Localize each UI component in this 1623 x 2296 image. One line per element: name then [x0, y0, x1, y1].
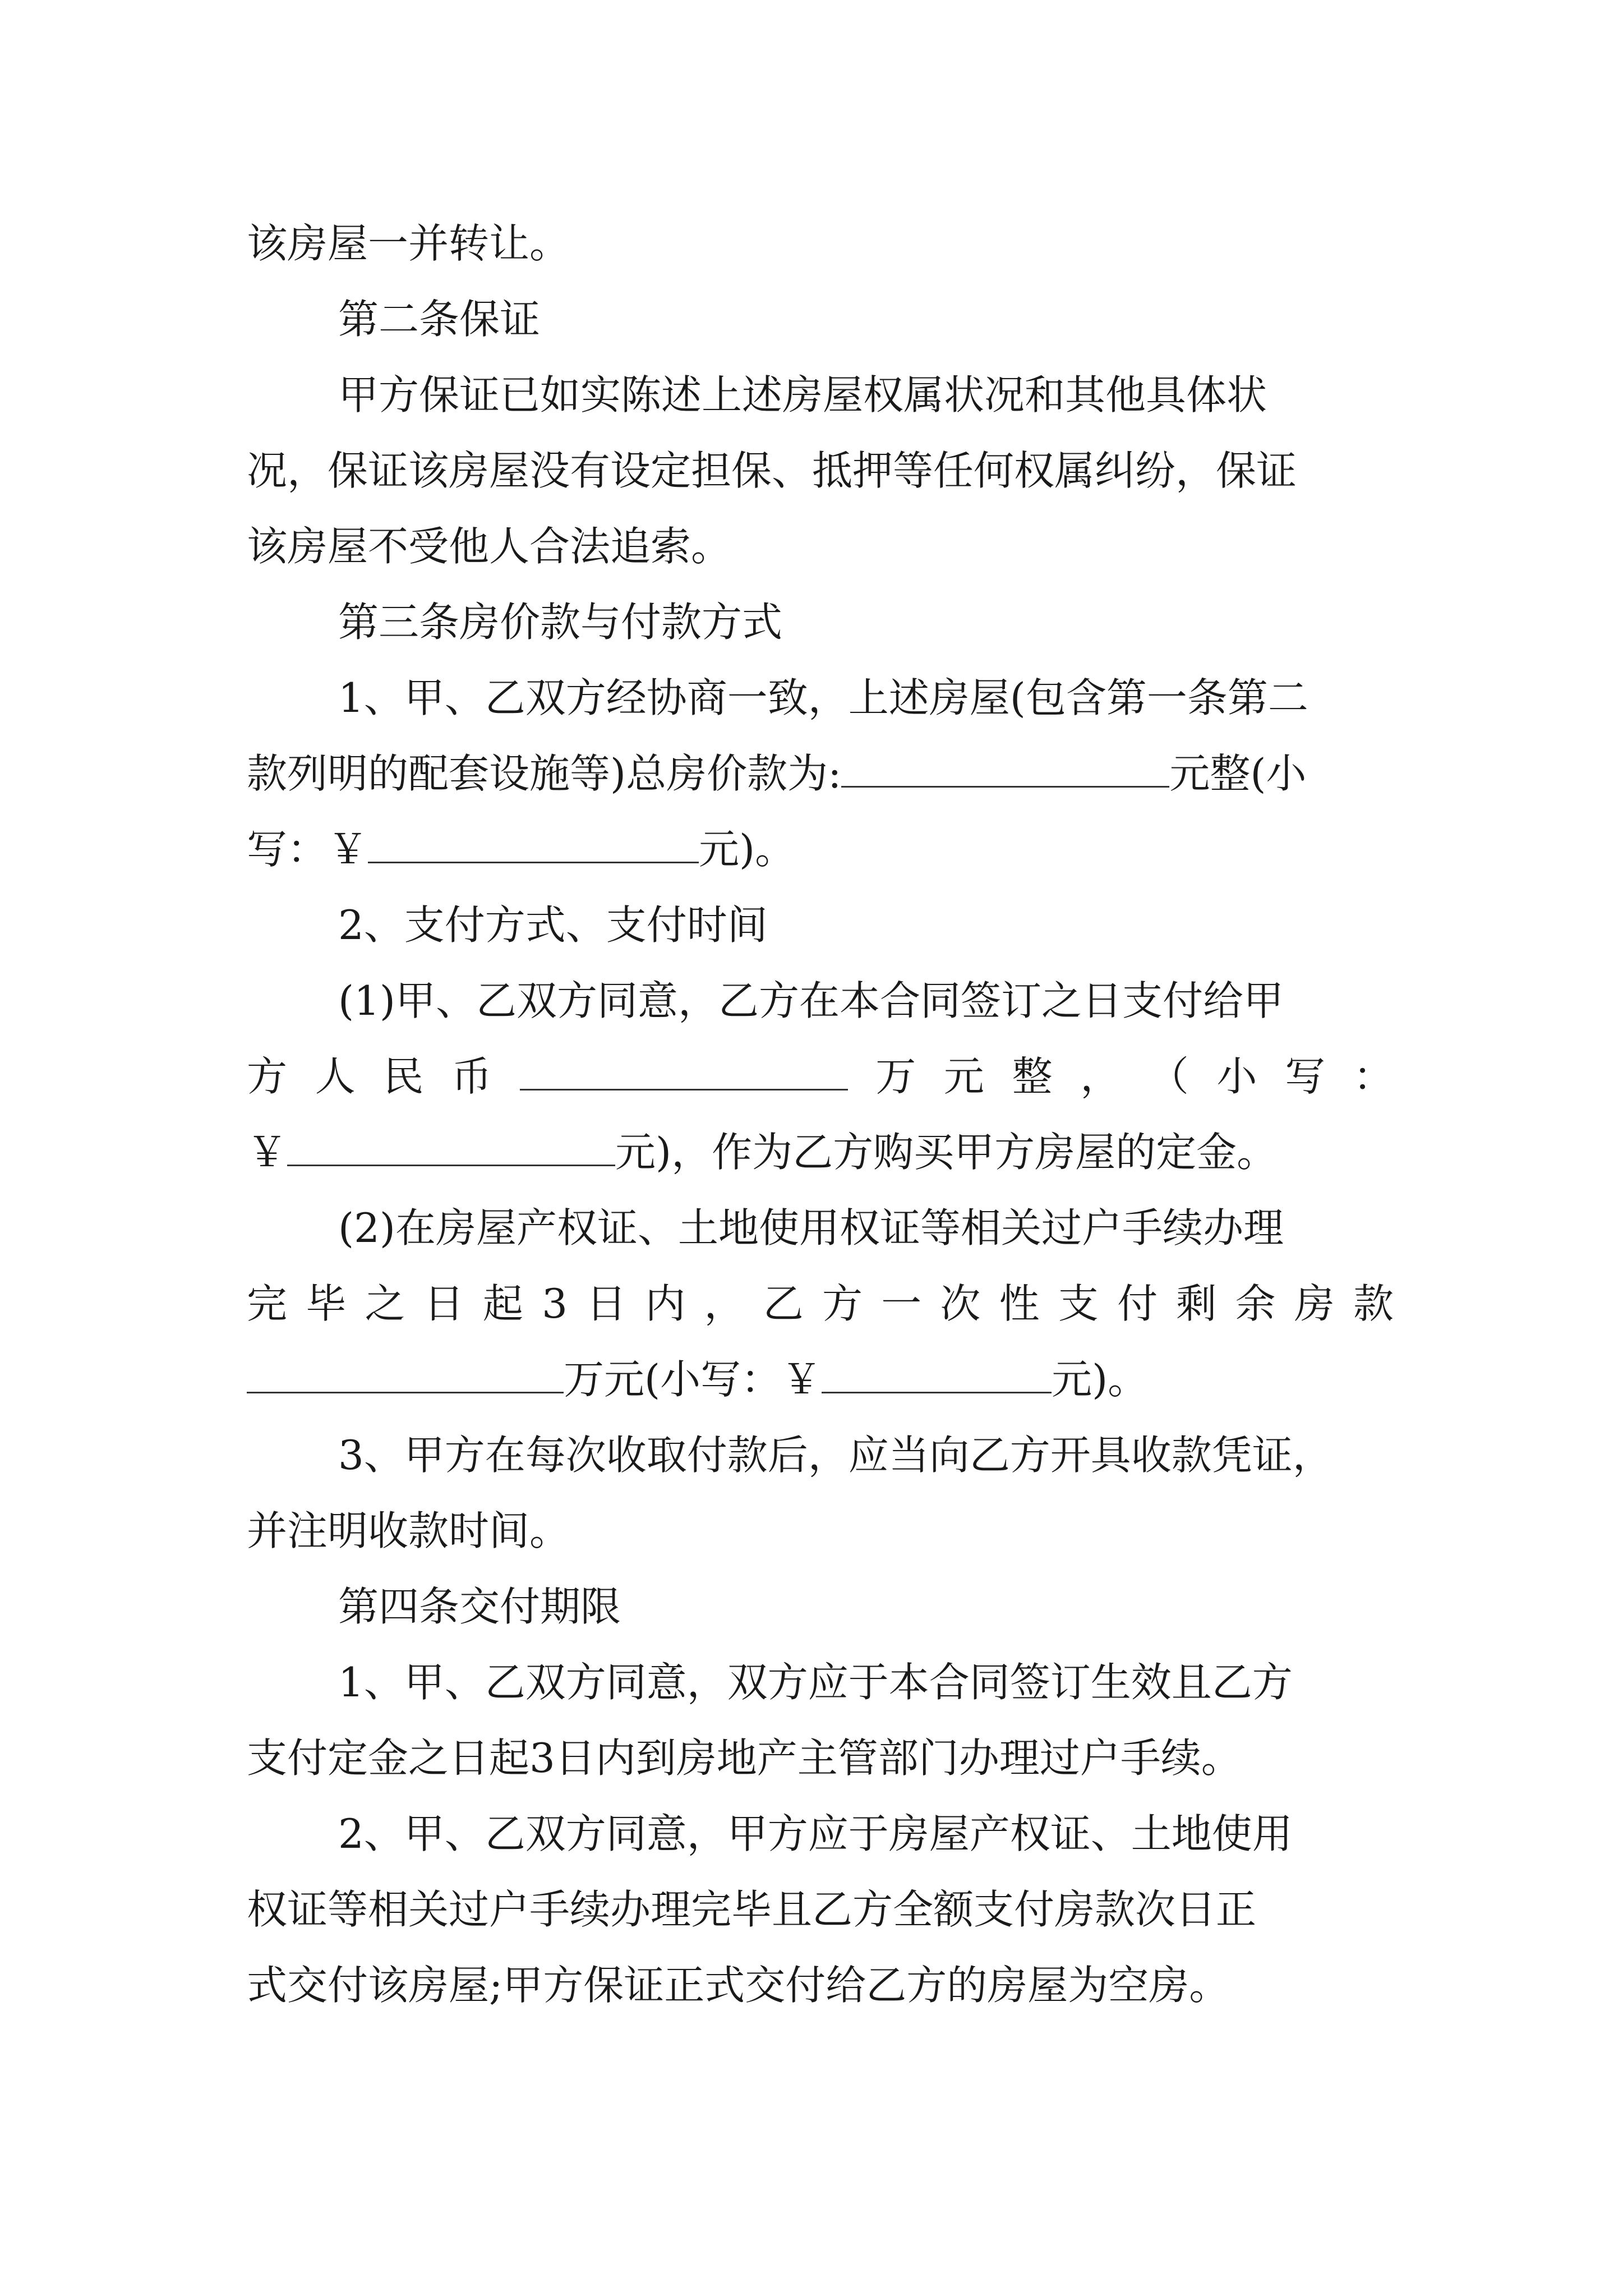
char: 之	[365, 1280, 405, 1327]
text-segment: 元)，作为乙方购买甲方房屋的定金。	[615, 1129, 1278, 1176]
text-segment: ￥	[247, 1129, 288, 1176]
text-segment: 元整(小	[1169, 750, 1307, 797]
paragraph-line	[247, 1124, 1394, 1180]
char: 乙	[763, 1280, 804, 1327]
char: 款	[1353, 1280, 1394, 1327]
paragraph-line: 1、甲、乙双方同意，双方应于本合同签订生效且乙方	[338, 1659, 1293, 1706]
char: 毕	[306, 1280, 347, 1327]
char: 完	[247, 1280, 288, 1327]
paragraph-line: 2、甲、乙双方同意，甲方应于房屋产权证、土地使用	[338, 1810, 1293, 1857]
char: 性	[999, 1280, 1040, 1327]
fill-in-blank	[841, 750, 1169, 788]
char: 房	[1294, 1280, 1335, 1327]
justified-line	[247, 1048, 1394, 1105]
fill-in-blank	[287, 1129, 615, 1166]
char: 日	[586, 1280, 627, 1327]
char: 3	[542, 1280, 568, 1327]
paragraph-line: 甲方保证已如实陈述上述房屋权属状况和其他具体状	[338, 371, 1267, 418]
char: 方	[822, 1280, 863, 1327]
paragraph-line: 2、支付方式、支付时间	[338, 901, 768, 949]
paragraph-line: 支付定金之日起3日内到房地产主管部门办理过户手续。	[247, 1734, 1242, 1782]
char: 小	[1216, 1053, 1257, 1100]
text-segment: 万元(小写：￥	[564, 1356, 822, 1403]
paragraph-line: 式交付该房屋;甲方保证正式交付给乙方的房屋为空房。	[247, 1962, 1230, 2009]
char: ：	[1353, 1053, 1394, 1100]
section-heading: 第四条交付期限	[338, 1583, 621, 1630]
char: 起	[482, 1280, 523, 1327]
char: 写	[1285, 1053, 1326, 1100]
fill-in-blank	[247, 1356, 564, 1393]
char: 币	[451, 1053, 492, 1100]
section-heading: 第二条保证	[338, 296, 541, 343]
paragraph-line	[247, 1351, 1394, 1407]
paragraph-line: 3、甲方在每次收取付款后，应当向乙方开具收款凭证，	[338, 1432, 1333, 1479]
char: 民	[383, 1053, 424, 1100]
char: 剩	[1176, 1280, 1217, 1327]
paragraph-line: 1、甲、乙双方经协商一致，上述房屋(包含第一条第二	[338, 674, 1308, 721]
paragraph-line: 并注明收款时间。	[247, 1507, 570, 1554]
char: 万	[875, 1053, 916, 1100]
char: 方	[247, 1053, 288, 1100]
char: ，	[704, 1280, 745, 1327]
paragraph-line	[247, 746, 1394, 802]
char: 元	[943, 1053, 984, 1100]
paragraph-line: 权证等相关过户手续办理完毕且乙方全额支付房款次日正	[247, 1886, 1257, 1933]
text-segment: 写：￥	[247, 826, 368, 873]
text-segment: 元)。	[699, 826, 796, 873]
text-segment: 款列明的配套设施等)总房价款为:	[247, 750, 842, 797]
paragraph-line: (2)在房屋产权证、土地使用权证等相关过户手续办理	[338, 1204, 1284, 1251]
paragraph-line	[247, 821, 1394, 877]
char: 内	[645, 1280, 686, 1327]
text-segment: 元)。	[1052, 1356, 1149, 1403]
fill-in-blank	[822, 1356, 1052, 1393]
paragraph-line: (1)甲、乙双方同意，乙方在本合同签订之日支付给甲	[338, 977, 1284, 1024]
char: 付	[1117, 1280, 1158, 1327]
char: ，	[1080, 1053, 1121, 1100]
char: 一	[881, 1280, 922, 1327]
char: 余	[1235, 1280, 1276, 1327]
justified-line	[247, 1276, 1394, 1332]
section-heading: 第三条房价款与付款方式	[338, 599, 783, 646]
char: 日	[423, 1280, 464, 1327]
paragraph-line: 该房屋一并转让。	[247, 220, 570, 267]
char: 人	[315, 1053, 356, 1100]
fill-in-blank	[520, 1053, 848, 1091]
paragraph-line: 况，保证该房屋没有设定担保、抵押等任何权属纠纷，保证	[247, 447, 1297, 494]
char: 整	[1012, 1053, 1053, 1100]
paragraph-line: 该房屋不受他人合法追索。	[247, 523, 732, 570]
fill-in-blank	[368, 826, 699, 863]
char: 支	[1058, 1280, 1099, 1327]
char: （	[1148, 1053, 1189, 1100]
char: 次	[940, 1280, 981, 1327]
